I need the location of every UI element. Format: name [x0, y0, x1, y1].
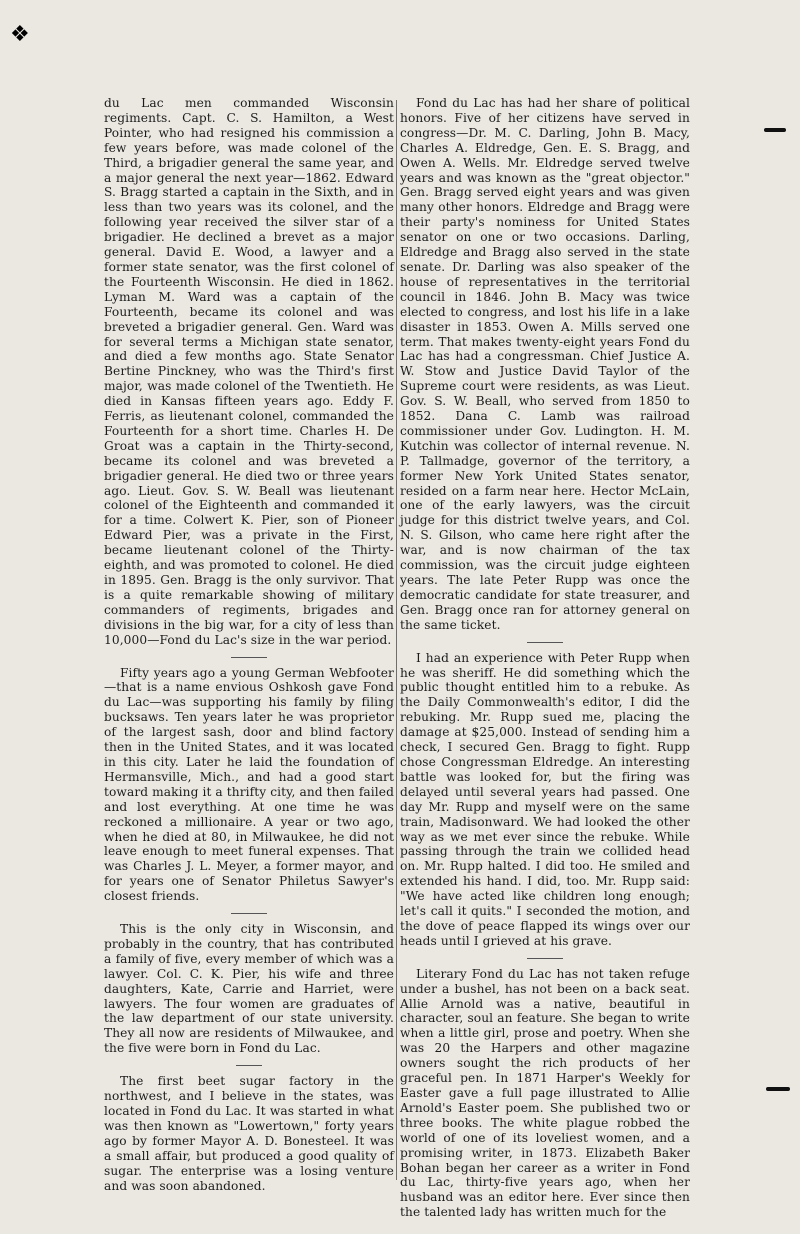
paragraph-literary-fond-du-lac: Literary Fond du Lac has not taken refuge under a bushel, has not been on a back seat. Allie Arnold was a native, beautiful in character, soul an feature. She began to write when a little girl, prose and poetry. When she was 20 the Harpers and other magazine owners sought the rich products of her graceful pen. In 1871 Harper's Weekly for Easter gave a full page illustrated to Allie Arnold's Easter poem. She published two or three books. The white plague robbed the world of one of its loveliest women, and a promising writer, in 1873. Elizabeth Baker Bohan began her career as a writer in Fond du Lac, thirty-five years ago, when her husband was an editor here. Ever since then the talented lady has written much for the	[400, 966, 690, 1220]
paragraph-separator	[231, 913, 267, 914]
paragraph-pier-family: This is the only city in Wisconsin, and probably in the country, that has contributed a family of five, every member of which was a lawyer. Col. C. K. Pier, his wife and three daughters, Kate, Carrie and Harriet, were lawyers. The four women are graduates of the law department of our state university. They all now are residents of Milwaukee, and the five were born in Fond du Lac.	[104, 922, 394, 1056]
paragraph-military-commanders: du Lac men commanded Wisconsin regiments. Capt. C. S. Hamilton, a West Pointer, who had resigned his commission a few years before, was made colonel of the Third, a brigadier general the same year, and a major general the next year—1862. Edward S. Bragg started a captain in the Sixth, and in less than two years was its colonel, and the following year received the silver star of a brigadier. He declined a brevet as a major general. David E. Wood, a lawyer and a former state senator, was the first colonel of the Fourteenth Wisconsin. He died in 1862. Lyman M. Ward was a captain of the Fourteenth, became its colonel and was breveted a brigadier general. Gen. Ward was for several terms a Michigan state senator, and died a few months ago. State Senator Bertine Pinckney, who was the Third's first major, was made colonel of the Twentieth. He died in Kansas fifteen years ago. Eddy F. Ferris, as lieutenant colonel, commanded the Fourteenth for a short time. Charles H. De Groat was a captain in the Thirty-second, became its colonel and was breveted a brigadier general. He died two or three years ago. Lieut. Gov. S. W. Beall was lieutenant colonel of the Eighteenth and commanded it for a time. Colwert K. Pier, son of Pioneer Edward Pier, was a private in the First, became lieutenant colonel of the Thirty-eighth, and was promoted to colonel. He died in 1895. Gen. Bragg is the only survivor. That is a quite remarkable showing of military commanders of regiments, brigades and divisions in the big war, for a city of less than 10,000—Fond du Lac's size in the war period.	[104, 96, 394, 647]
paragraph-peter-rupp: I had an experience with Peter Rupp when he was sheriff. He did something which the public thought entitled him to a rebuke. As the Daily Commonwealth's editor, I did the rebuking. Mr. Rupp sued me, placing the damage at $25,000. Instead of sending him a check, I secured Gen. Bragg to fight. Rupp chose Congressman Eldredge. An interesting battle was looked for, but the firing was delayed until several years had passed. One day Mr. Rupp and myself were on the same train, Madisonward. We had looked the other way as we met ever since the rebuke. While passing through the train we collided head on. Mr. Rupp halted. I did too. He smiled and extended his hand. I did, too. Mr. Rupp said: "We have acted like children long enough; let's call it quits." I seconded the motion, and the dove of peace flapped its wings over our heads until I grieved at his grave.	[400, 650, 690, 948]
paragraph-separator	[236, 1065, 262, 1066]
paragraph-charles-meyer: Fifty years ago a young German Webfooter—that is a name envious Oshkosh gave Fond du Lac—was supporting his family by filing bucksaws. Ten years later he was proprietor of the largest sash, door and blind factory then in the United States, and it was located in this city. Later he laid the foundation of Hermansville, Mich., and had a good start toward making it a thrifty city, and then failed and lost everything. At one time he was reckoned a millionaire. A year or two ago, when he died at 80, in Milwaukee, he did not leave enough to meet funeral expenses. That was Charles J. L. Meyer, a former mayor, and for years one of Senator Philetus Sawyer's closest friends.	[104, 665, 395, 904]
left-column	[104, 96, 394, 1193]
column-divider	[396, 100, 397, 1180]
margin-dash-mark	[766, 1087, 790, 1091]
paragraph-separator	[527, 642, 563, 643]
ink-blot-mark: ❖	[10, 22, 30, 47]
right-column	[400, 96, 690, 1220]
paragraph-separator	[527, 958, 563, 959]
paragraph-political-honors: Fond du Lac has had her share of political honors. Five of her citizens have served in congress—Dr. M. C. Darling, John B. Macy, Charles A. Eldredge, Gen. E. S. Bragg, and Owen A. Wells. Mr. Eldredge served twelve years and was known as the "great objector." Gen. Bragg served eight years and was given many other honors. Eldredge and Bragg were their party's nominess for United States senator on one or two occasions. Darling, Eldredge and Bragg also served in the state senate. Dr. Darling was also speaker of the house of representatives in the territorial council in 1846. John B. Macy was twice elected to congress, and lost his life in a lake disaster in 1853. Owen A. Mills served one term. That makes twenty-eight years Fond du Lac has had a congressman. Chief Justice A. W. Stow and Justice David Taylor of the Supreme court were residents, as was Lieut. Gov. S. W. Beall, who served from 1850 to 1852. Dana C. Lamb was railroad commissioner under Gov. Ludington. H. M. Kutchin was collector of internal revenue. N. P. Tallmadge, governor of the territory, a former New York United States senator, resided on a farm near here. Hector McLain, one of the early lawyers, was the circuit judge for this district twelve years, and Col. N. S. Gilson, who came here right after the war, and is now chairman of the tax commission, was the circuit judge eighteen years. The late Peter Rupp was once the democratic candidate for state treasurer, and Gen. Bragg once ran for attorney general on the same ticket.	[400, 96, 690, 632]
paragraph-beet-sugar-factory: The first beet sugar factory in the northwest, and I believe in the states, was located in Fond du Lac. It was started in what was then known as "Lowertown," forty years ago by former Mayor A. D. Bonesteel. It was a small affair, but produced a good quality of sugar. The enterprise was a losing venture and was soon abandoned.	[104, 1074, 394, 1193]
margin-dash-mark	[764, 128, 786, 132]
paragraph-separator	[231, 657, 267, 658]
